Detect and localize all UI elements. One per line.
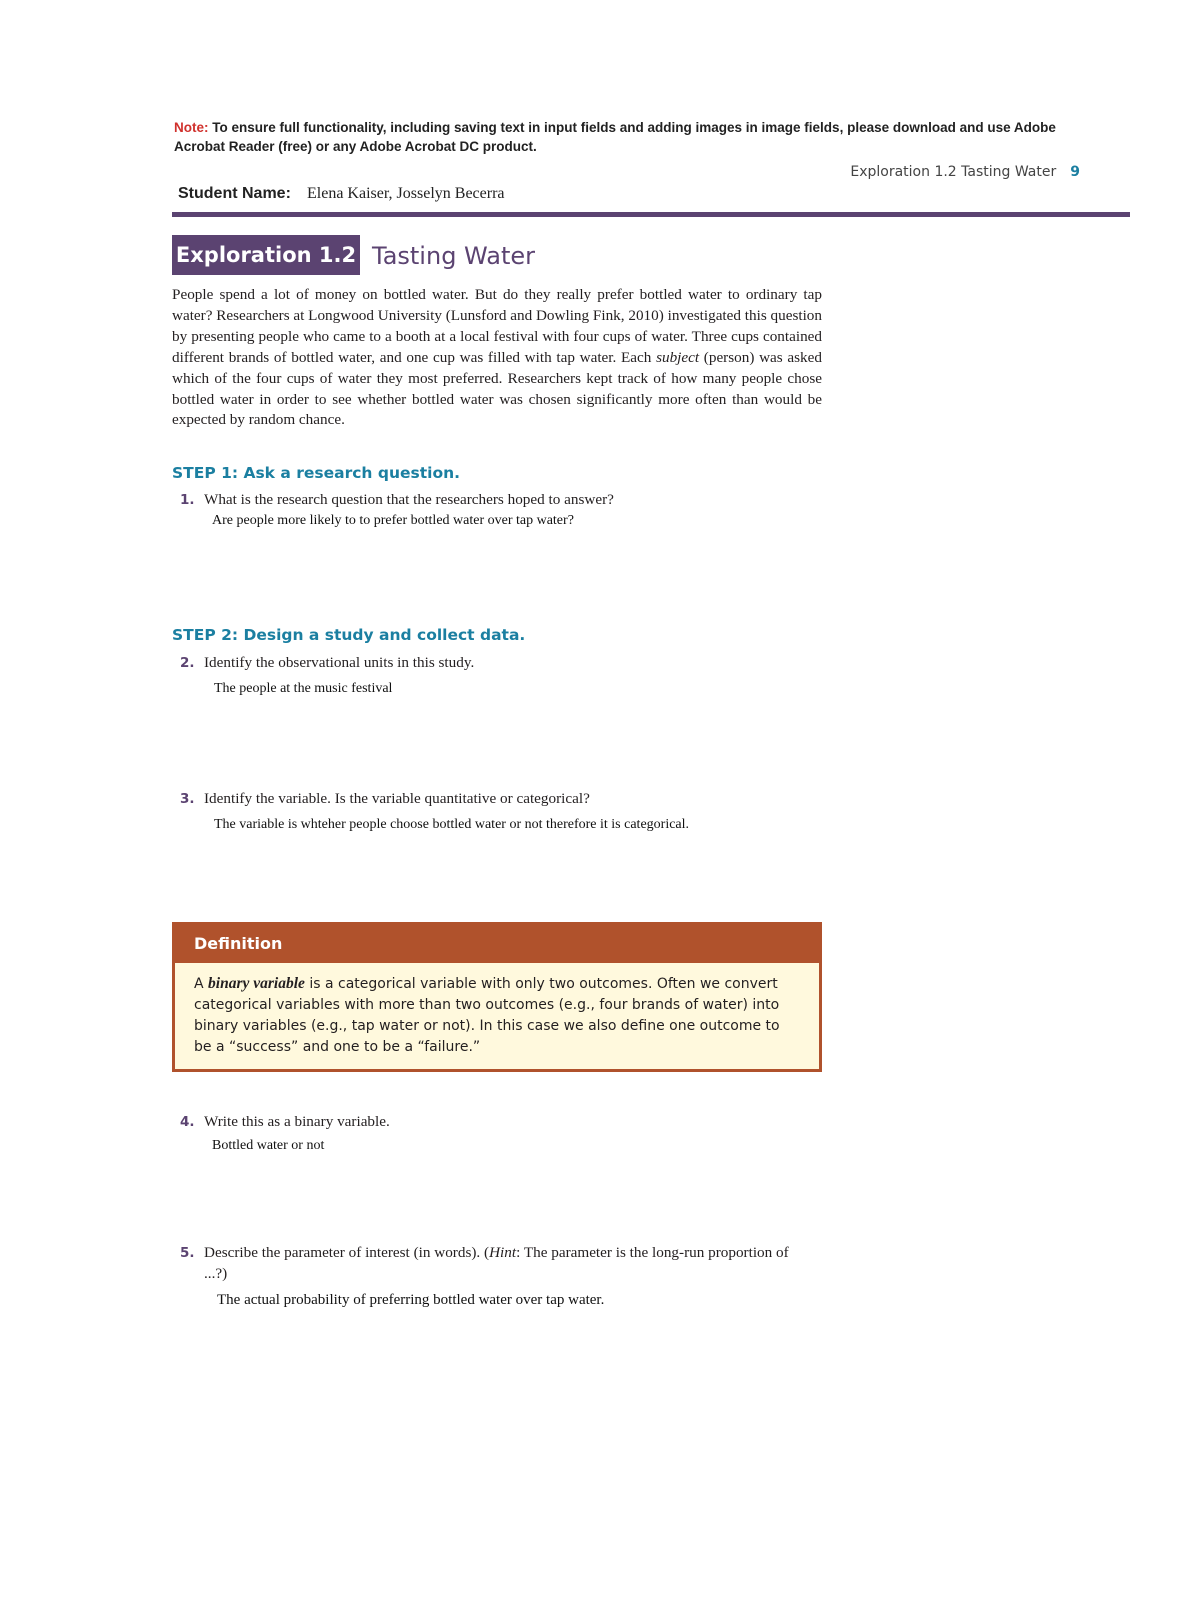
running-head-title: Exploration 1.2 Tasting Water [850, 164, 1057, 180]
question-5-number: 5. [180, 1245, 195, 1261]
question-4 [180, 1112, 820, 1133]
header-rule [172, 212, 1130, 217]
question-5 [180, 1243, 820, 1284]
question-5-text [204, 1243, 804, 1284]
definition-term: binary variable [208, 975, 305, 992]
definition-box [172, 922, 822, 1072]
question-2-text: Identify the observational units in this study. [204, 654, 475, 671]
question-1-number: 1. [180, 492, 195, 508]
definition-heading: Definition [175, 925, 819, 963]
answer-1-field[interactable]: Are people more likely to to prefer bottled water over tap water? [212, 513, 574, 528]
student-name-label: Student Name: [178, 185, 291, 202]
question-2 [180, 653, 820, 674]
question-3-text: Identify the variable. Is the variable quantitative or categorical? [204, 790, 590, 807]
answer-2-field[interactable]: The people at the music festival [214, 681, 393, 696]
exploration-number: Exploration 1.2 [172, 235, 360, 275]
question-1 [180, 490, 820, 511]
question-5-text-a: Describe the parameter of interest (in words). ( [204, 1244, 490, 1261]
intro-part2: (person) was asked which of the four cups of water they most preferred. Researchers kept track of how many people chose bottled water in order to see whether bottled water was chosen significantly more often than would be expected by random chance. [172, 348, 822, 429]
answer-3-field[interactable]: The variable is whteher people choose bottled water or not therefore it is categorical. [214, 817, 690, 832]
intro-paragraph [172, 285, 822, 431]
question-4-text: Write this as a binary variable. [204, 1113, 390, 1130]
definition-prefix: A [194, 976, 209, 992]
intro-part1: People spend a lot of money on bottled water. But do they really prefer bottled water to ordinary tap water? Researchers at Longwood University (Lunsford and Dowling Fink, 2010) investigated this question by presenting people who came to a booth at a local festival with four cups of water. Three cups contained different brands of bottled water, and one cup was filled with tap water. Each [172, 286, 822, 366]
question-4-number: 4. [180, 1114, 195, 1130]
definition-text: is a categorical variable with only two outcomes. Often we convert categorical variables with more than two outcomes (e.g., four brands of water) into binary variables (e.g., tap water or not). In this case we also define one outcome to be a “success” and one to be a “failure.” [194, 976, 780, 1055]
answer-4-field[interactable]: Bottled water or not [212, 1138, 325, 1153]
question-1-text: What is the research question that the researchers hoped to answer? [204, 491, 614, 508]
question-5-hint: Hint [489, 1244, 517, 1261]
question-3 [180, 789, 820, 810]
download-note [174, 118, 1074, 156]
running-head [800, 164, 1080, 180]
step2-heading: STEP 2: Design a study and collect data. [172, 626, 526, 644]
question-2-number: 2. [180, 655, 195, 671]
answer-5-field[interactable]: The actual probability of preferring bottled water over tap water. [217, 1292, 605, 1308]
page-number: 9 [1070, 164, 1080, 180]
exploration-title: Tasting Water [372, 242, 535, 270]
step1-heading: STEP 1: Ask a research question. [172, 464, 461, 482]
student-name-field[interactable]: Elena Kaiser, Josselyn Becerra [307, 185, 505, 202]
question-5-text-b: : The parameter is the long-run proportion of ...?) [204, 1244, 789, 1282]
note-text: To ensure full functionality, including saving text in input fields and adding images in image fields, please download and use Adobe Acrobat Reader (free) or any Adobe Acrobat DC product. [174, 120, 1056, 154]
note-label: Note: [174, 120, 209, 135]
definition-body [175, 963, 819, 1058]
intro-italic: subject [656, 348, 700, 366]
question-3-number: 3. [180, 791, 195, 807]
